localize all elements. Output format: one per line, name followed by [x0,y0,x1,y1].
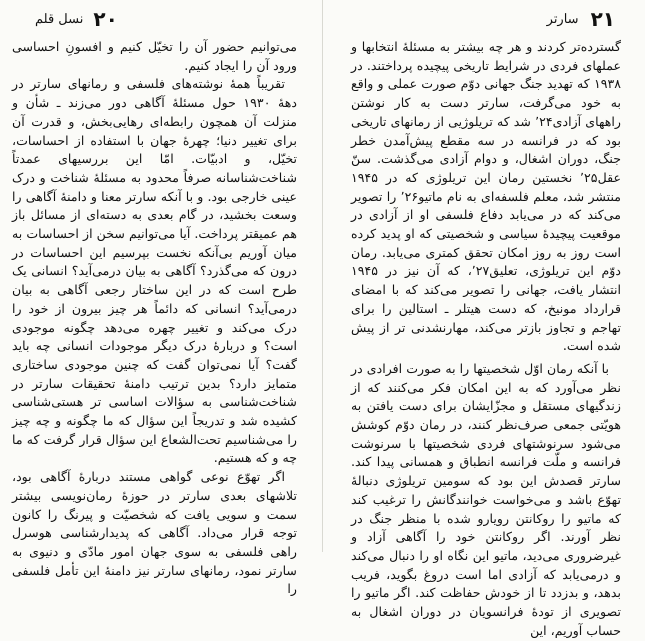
left-page-body [12,38,297,599]
right-page-body [351,38,621,641]
right-paragraph-1: گسترده‌تر کردند و هر چه بیشتر به مسئلهٔ انتخابها و عملهای فردی در شرایط تاریخی پیچیده پرداختند. در ۱۹۳۸ که تهدید جنگ جهانی دوّم صورت عملی و واقع به خود می‌گرفت، سارتر دست به کار نوشتن راههای آزادی٬۲۴ شد که تریلوژیی از رمانهای تاریخی بود که در فرانسه در سه مقطع پیش‌آمدن خطر جنگ، دوران اشغال، و دوام آزادی می‌گذشت. سنّ عقل٬۲۵ نخستین رمان این تریلوژی که در ۱۹۴۵ منتشر شد، معلم فلسفه‌ای به نام ماتیو٬۲۶ را تصویر می‌کند که در می‌یابد دفاع فلسفی او از آزادی در موقعیت پیچیدهٔ سیاسی و شخصیتی که او پدید کرده است روز به روز امکان تحقق کمتری می‌یابد. رمان دوّم این تریلوژی، تعلیق٬۲۷، که آن نیز در ۱۹۴۵ انتشار یافت، جهانی را تصویر می‌کند که با امضای قرارداد مونیخ، که دست هیتلر ـ استالین را برای تهاجم و تجاوز بازتر می‌کند، مهارنشدنی تر از پیش شده است. [351,39,621,354]
left-page-number: ۲۰ [93,7,118,31]
left-running-title: نسل قلم [35,11,84,27]
left-paragraph-2: تقریباً همهٔ نوشته‌های فلسفی و رمانهای سارتر در دههٔ ۱۹۳۰ حول مسئلهٔ آگاهی دور می‌زند ـ شأن و منزلت آن همچون رابطه‌ای رهایی‌بخش، و قدرت آن برای تغییر دنیا؛ چهرهٔ جهان با استفاده از احساسات، تخیّل، و ادبیّات. امّا این بررسیهای عمدتاً شناخت‌شناسانه صرفاً محدود به مسئلهٔ شناخت و درک عینی خارجی بود. و با آنکه سارتر معنا و دامنهٔ آگاهی را وسعت بخشید، در گام بعدی به دسته‌ای از مسائل باز هم عمیقتر پرداخت. آیا می‌توانیم سخن از احساسات به میان آوریم بی‌آنکه نخست بپرسیم این احساسات در درون که می‌گذرد؟ آگاهی به بیان درمی‌آید؟ انسانی یک طرح است که در این ساختار رجعی آگاهی به بیان درمی‌آید؟ انسانی که دائماً هر چیز بیرون از خود را درک می‌کند و تغییر چهره می‌دهد چگونه موجودی است؟ و دربارهٔ درک دیگر موجودات انسانی چه باید گفت؟ آیا نمی‌توان گفت که چنین موجودی ساختاری متمایز دارد؟ بدین ترتیب دامنهٔ تحقیقات سارتر در شناخت‌شناسی به سؤالات اساسی تر هستی‌شناسی کشیده شد و تدریجاً این سؤال که ما چگونه و چه چیز را می‌شناسیم تحت‌الشعاع این سؤال قرار گرفت که ما چه و که هستیم. [12,76,297,466]
right-page-number: ۲۱ [590,7,615,31]
right-page [323,0,645,638]
right-running-title: سارتر [546,11,579,27]
right-paragraph-2: با آنکه رمان اوّل شخصیتها را به صورت افرادی در نظر می‌آورد که به این امکان فکر می‌کنند که از زندگیهای مستقل و مجزّایشان برای دست یافتن به هویّتی جمعی صرف‌نظر کنند، در رمان دوّم کوشش می‌شود سرنوشتهای فردی شخصیتها با سرنوشت فرانسه و ملّت فرانسه انطباق و همسانی پیدا کند. سارتر قصدش این بود که سومین تریلوژی دنبالهٔ تهوّع باشد و می‌خواست خوانندگانش را ترغیب کند که ماتیو را روکانتن رویارو شده با منظر جنگ در نظر آورند. اگر روکانتن خود را آگاهی آزاد و غیرضروری می‌دید، ماتیو این نگاه او را دنبال می‌کند و درمی‌یابد که آزادی اما است دروغ بگوید، فریب بدهد، و بدزدد تا از خودش حفاظت کند. اگر ماتیو را تصویری از تودهٔ فرانسویان در دوران اشغال به حساب آوریم، این [351,360,621,638]
left-paragraph-3: اگر تهوّع نوعی گواهی مستند دربارهٔ آگاهی بود، تلاشهای بعدی سارتر در حوزهٔ رمان‌نویسی بیشتر سمت و سویی یافت که شخصیّت و پیرنگ را کانون توجه قرار می‌داد. آگاهی که پدیدارشناسی هوسرل راهی فلسفی به سوی جهان امور مادّی و دنیوی به سارتر نمود، رمانهای سارتر نیز دامنهٔ این تأمل فلسفی را [12,469,297,597]
right-page-header [353,6,615,32]
left-page [0,0,322,597]
left-page-header [35,6,295,32]
left-paragraph-1: می‌توانیم حضور آن را تخیّل کنیم و افسونِ احساسی ورود آن را ایجاد کنیم. [12,39,297,73]
